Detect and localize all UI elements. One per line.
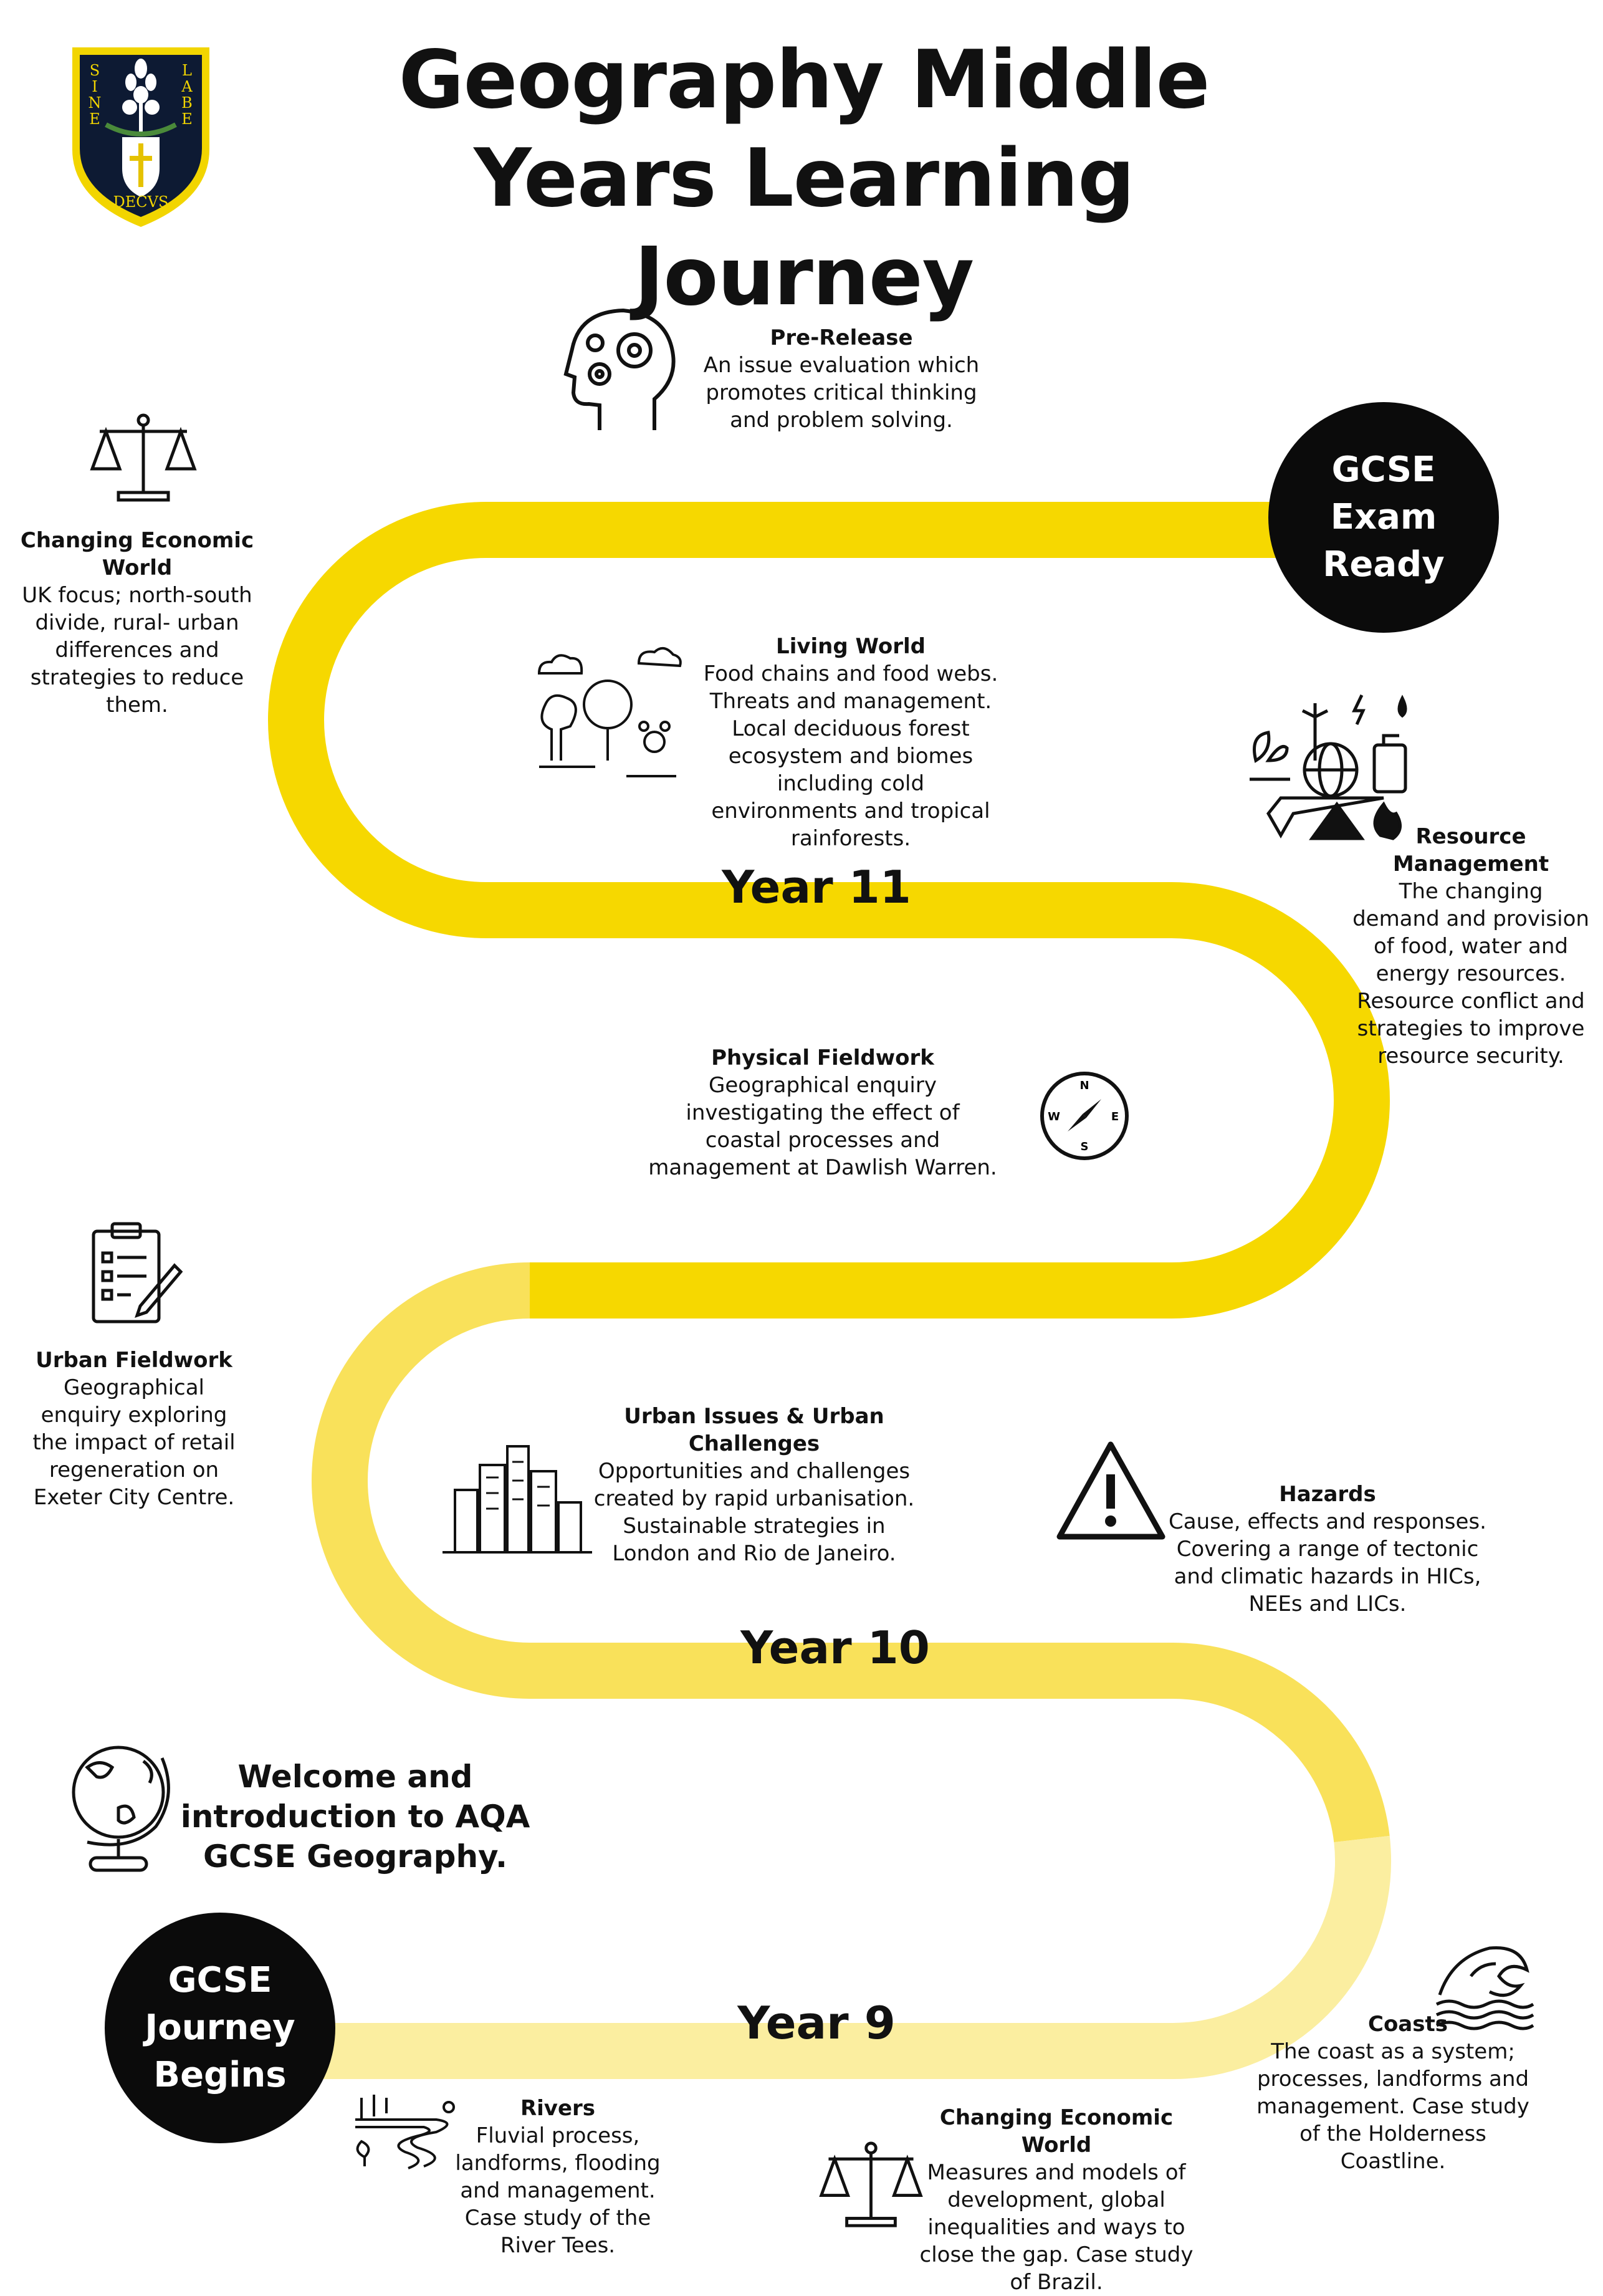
compass-s-label: S: [1080, 1140, 1089, 1153]
topic-heading: Hazards: [1279, 1482, 1376, 1507]
topic-text: Geographical enquiry exploring the impact of retail regeneration on Exeter City Centre.: [32, 1375, 236, 1510]
topic-changing-economic-global: [907, 2104, 1206, 2296]
globe-icon: [62, 1733, 175, 1876]
topic-text: The changing demand and provision of food, water and energy resources. Resource conflict and strategies to improve resource security.: [1352, 879, 1589, 1069]
topic-heading: Resource Management: [1392, 824, 1549, 877]
compass-n-label: N: [1079, 1079, 1089, 1092]
warning-icon: [1053, 1437, 1169, 1546]
page-title: Geography Middle Years Learning Journey: [398, 34, 1210, 324]
topic-text: UK focus; north-south divide, rural- urban differences and strategies to reduce them.: [22, 583, 252, 718]
city-icon: [443, 1434, 592, 1559]
topic-text: Cause, effects and responses. Covering a range of tectonic and climatic hazards in HICs, NEEs and LICs.: [1169, 1509, 1486, 1616]
head-gears-icon: [561, 305, 679, 436]
topic-heading: Coasts: [1368, 2012, 1448, 2037]
topic-text: An issue evaluation which promotes critical thinking and problem solving.: [703, 353, 980, 433]
ecosystem-icon: [533, 636, 682, 785]
topic-heading: Rivers: [520, 2096, 596, 2121]
topic-heading: Changing Economic World: [20, 528, 254, 580]
topic-pre-release: [698, 324, 985, 434]
topic-heading: Living World: [776, 634, 926, 659]
topic-heading: Pre-Release: [770, 325, 913, 350]
scales-icon: [87, 411, 199, 505]
topic-physical-fieldwork: [648, 1044, 997, 1181]
topic-text: The coast as a system; processes, landforms and management. Case study of the Holderness Coastline.: [1256, 2039, 1529, 2174]
topic-text: Geographical enquiry investigating the effect of coastal processes and management at Dawlish Warren.: [648, 1073, 997, 1180]
topic-resource-management: [1352, 823, 1589, 1070]
topic-text: Food chains and food webs. Threats and management. Local deciduous forest ecosystem and biomes including cold environments and tropical rainforests.: [703, 661, 998, 851]
crest-motto-left: SINE: [88, 62, 102, 128]
topic-text: Fluvial process, landforms, flooding and management. Case study of the River Tees.: [455, 2123, 661, 2258]
year-10-label: Year 10: [740, 1621, 930, 1674]
topic-living-world: [701, 633, 1000, 852]
topic-heading: Urban Issues & Urban Challenges: [624, 1404, 884, 1456]
topic-urban-fieldwork: [25, 1347, 243, 1511]
topic-heading: Changing Economic World: [939, 2105, 1174, 2158]
compass-icon: [1038, 1069, 1131, 1163]
year-11-label: Year 11: [722, 861, 911, 913]
clipboard-icon: [87, 1219, 181, 1325]
topic-hazards: [1159, 1481, 1496, 1618]
topic-coasts: [1247, 2010, 1539, 2175]
welcome-text: Welcome and introduction to AQA GCSE Geography.: [180, 1759, 530, 1875]
crest-motto-right: LABE: [181, 62, 193, 128]
topic-heading: Urban Fieldwork: [36, 1348, 232, 1373]
topic-urban-issues: [583, 1403, 926, 1567]
topic-text: Measures and models of development, global inequalities and ways to close the gap. Case study of Brazil.: [919, 2160, 1194, 2295]
year-9-label: Year 9: [737, 1997, 896, 2049]
topic-heading: Physical Fieldwork: [711, 1045, 934, 1070]
compass-w-label: W: [1048, 1110, 1060, 1123]
crest-motto-bottom: DECVS: [113, 193, 169, 211]
compass-e-label: E: [1111, 1110, 1119, 1123]
milestone-finish: GCSE Exam Ready: [1268, 402, 1499, 633]
topic-changing-economic-uk: [19, 527, 256, 719]
milestone-start: GCSE Journey Begins: [105, 1913, 335, 2143]
topic-text: Opportunities and challenges created by rapid urbanisation. Sustainable strategies in London and Rio de Janeiro.: [593, 1459, 915, 1566]
school-crest: [69, 44, 213, 231]
topic-rivers: [436, 2095, 679, 2259]
